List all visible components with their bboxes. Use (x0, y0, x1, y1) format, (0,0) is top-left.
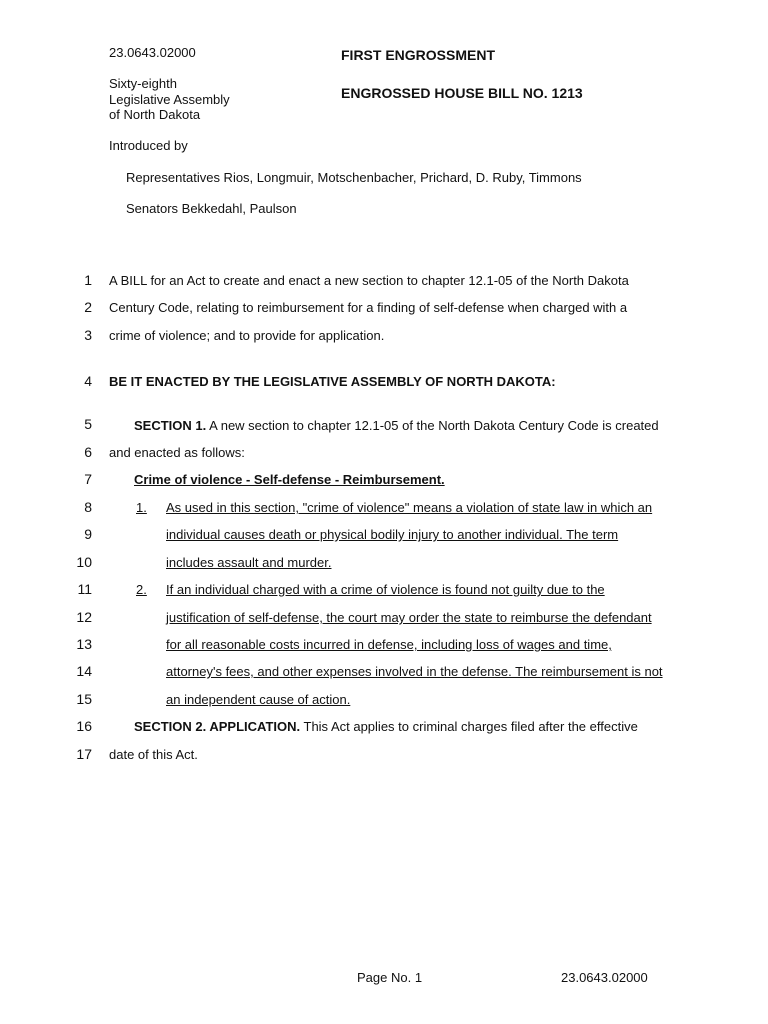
section-title: Crime of violence - Self-defense - Reimbursement. (134, 472, 445, 487)
senators: Senators Bekkedahl, Paulson (126, 201, 297, 216)
bill-line-3: crime of violence; and to provide for application. (109, 328, 385, 343)
introduced-by: Introduced by (109, 138, 188, 153)
footer-bill-code: 23.0643.02000 (561, 970, 648, 985)
assembly-line-1: Sixty-eighth (109, 76, 177, 91)
bill-line-1: A BILL for an Act to create and enact a new section to chapter 12.1-05 of the North Dakota (109, 273, 629, 288)
bill-line-6: and enacted as follows: (109, 445, 245, 460)
representatives: Representatives Rios, Longmuir, Motschenbacher, Prichard, D. Ruby, Timmons (126, 170, 582, 185)
line-number: 2 (84, 299, 92, 315)
assembly-line-2: Legislative Assembly (109, 92, 230, 107)
bill-line-17: date of this Act. (109, 747, 198, 762)
line-number: 10 (76, 554, 92, 570)
line-number: 1 (84, 272, 92, 288)
line-number: 9 (84, 526, 92, 542)
bill-line-15: an independent cause of action. (166, 692, 351, 707)
line-number: 12 (76, 609, 92, 625)
line-number: 13 (76, 636, 92, 652)
assembly-line-3: of North Dakota (109, 107, 201, 122)
line-number: 7 (84, 471, 92, 487)
line-number: 5 (84, 416, 92, 432)
item-2-number: 2. (136, 582, 147, 597)
item-1-number: 1. (136, 500, 147, 515)
bill-line-13: for all reasonable costs incurred in defense, including loss of wages and time, (166, 637, 612, 652)
section-2-heading: SECTION 2. APPLICATION. (134, 719, 301, 734)
bill-code: 23.0643.02000 (109, 45, 196, 60)
line-number: 16 (76, 718, 92, 734)
bill-line-8: As used in this section, "crime of violence" means a violation of state law in which an (166, 500, 653, 515)
line-number: 11 (77, 581, 92, 597)
enacting-clause: BE IT ENACTED BY THE LEGISLATIVE ASSEMBLY OF NORTH DAKOTA: (109, 374, 556, 389)
line-number: 8 (84, 499, 92, 515)
bill-title: ENGROSSED HOUSE BILL NO. 1213 (341, 85, 583, 101)
bill-line-11: If an individual charged with a crime of violence is found not guilty due to the (166, 582, 605, 597)
page-number: Page No. 1 (357, 970, 423, 985)
bill-line-12: justification of self-defense, the court may order the state to reimburse the defendant (166, 610, 652, 625)
bill-line-10: includes assault and murder. (166, 555, 332, 570)
line-number: 6 (84, 444, 92, 460)
bill-line-14: attorney's fees, and other expenses involved in the defense. The reimbursement is not (166, 664, 663, 679)
section-2-text: This Act applies to criminal charges filed after the effective (300, 719, 638, 734)
section-1-text: A new section to chapter 12.1-05 of the North Dakota Century Code is created (206, 418, 659, 433)
engrossment-title: FIRST ENGROSSMENT (341, 47, 496, 63)
bill-line-16 (134, 719, 638, 734)
bill-line-5 (134, 418, 659, 433)
line-number: 15 (76, 691, 92, 707)
line-number: 4 (84, 373, 92, 389)
line-number: 17 (76, 746, 92, 762)
line-number: 14 (76, 663, 92, 679)
section-1-heading: SECTION 1. (134, 418, 207, 433)
line-number: 3 (84, 327, 92, 343)
bill-line-2: Century Code, relating to reimbursement for a finding of self-defense when charged with a (109, 300, 628, 315)
bill-line-9: individual causes death or physical bodily injury to another individual. The term (166, 527, 619, 542)
